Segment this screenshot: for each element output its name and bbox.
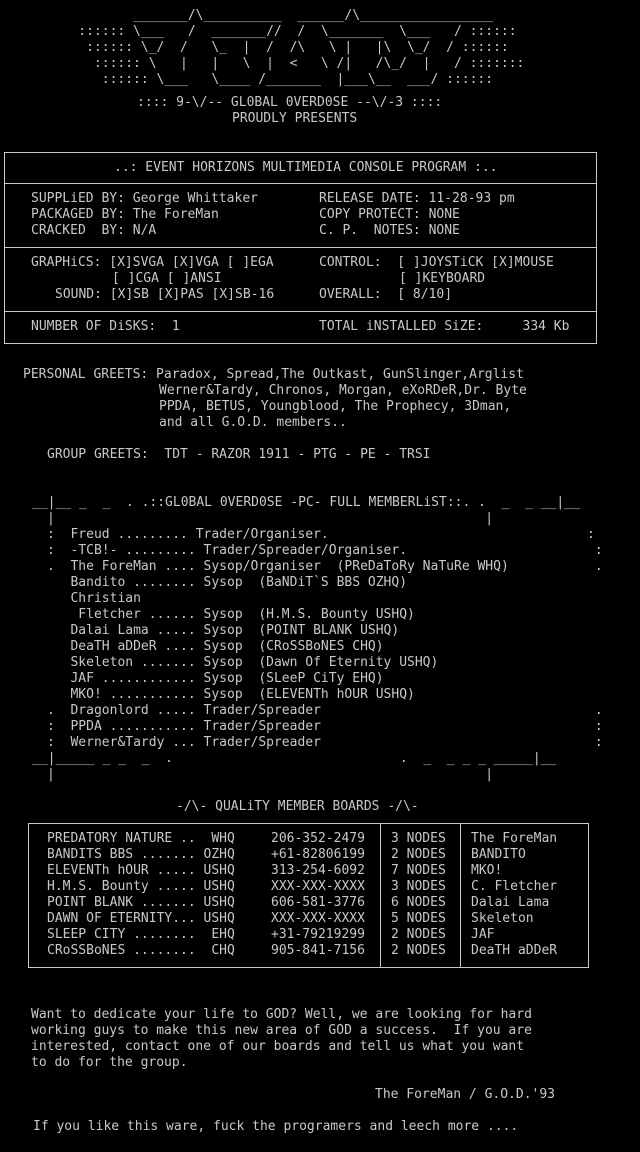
logo-art: _______/\__________ ______/\_________________ :::::: \___ / _______// / \_______ \___ / :::::: :::::: \_/ / \_ | / /\ \ | |\ \_/ / :::::: :::::: \ | | \ | < \ /| /\_/ | / ::::::: :::::: \___ \____ /_______ |___\__ ___/ ::::::	[78, 8, 525, 87]
member-row: : Werner&Tardy ... Trader/Spreader :	[47, 735, 603, 750]
recruit-line: Want to dedicate your life to GOD? Well, we are looking for hard	[31, 1007, 532, 1022]
board-nodes: 5 NODES	[391, 911, 446, 926]
board-sysop: JAF	[471, 927, 495, 942]
board-nodes: 2 NODES	[391, 927, 446, 942]
release-date: RELEASE DATE: 11-28-93 pm	[319, 191, 515, 206]
board-sysop: The ForeMan	[471, 831, 558, 846]
board-nodes: 7 NODES	[391, 863, 446, 878]
member-row: : -TCB!- ......... Trader/Spreader/Organiser. :	[47, 543, 603, 558]
memberlist-border: | |	[47, 767, 494, 782]
board-name: BANDITS BBS ....... OZHQ	[47, 847, 235, 862]
control-line: CONTROL: [ ]JOYSTiCK [X]MOUSE	[319, 255, 554, 270]
board-name: PREDATORY NATURE .. WHQ	[47, 831, 235, 846]
cp-notes: C. P. NOTES: NONE	[319, 223, 460, 238]
member-row: Christian	[47, 591, 141, 606]
board-name: ELEVENTh hOUR ..... USHQ	[47, 863, 235, 878]
boards-title: -/\- QUALiTY MEMBER BOARDS -/\-	[176, 799, 419, 814]
group-line: :::: 9-\/-- GL0BAL 0VERD0SE --\/-3 ::::	[137, 95, 443, 110]
installed-size: TOTAL iNSTALLED SiZE: 334 Kb	[319, 319, 570, 334]
board-sysop: DeaTH aDDeR	[471, 943, 558, 958]
board-sysop: C. Fletcher	[471, 879, 558, 894]
member-row: Bandito ........ Sysop (BaNDiT`S BBS OZHQ)	[47, 575, 408, 590]
board-nodes: 3 NODES	[391, 879, 446, 894]
board-nodes: 3 NODES	[391, 831, 446, 846]
board-name: DAWN OF ETERNITY... USHQ	[47, 911, 235, 926]
graphics-line: GRAPHiCS: [X]SVGA [X]VGA [ ]EGA	[31, 255, 274, 270]
board-name: CRoSSBoNES ........ CHQ	[47, 943, 235, 958]
board-nodes: 6 NODES	[391, 895, 446, 910]
member-row: . Dragonlord ..... Trader/Spreader .	[47, 703, 603, 718]
member-row: Dalai Lama ..... Sysop (POINT BLANK USHQ)	[47, 623, 400, 638]
member-row: . The ForeMan .... Sysop/Organiser (PReDaToRy NaTuRe WHQ) .	[47, 559, 603, 574]
member-row: : Freud ......... Trader/Organiser. :	[47, 527, 595, 542]
board-name: H.M.S. Bounty ..... USHQ	[47, 879, 235, 894]
personal-greets: PERSONAL GREETS: Paradox, Spread,The Outkast, GunSlinger,Arglist	[23, 367, 524, 382]
board-sysop: Skeleton	[471, 911, 534, 926]
program-title: ..: EVENT HORIZONS MULTIMEDIA CONSOLE PROGRAM :..	[114, 160, 498, 175]
personal-greets-4: and all G.O.D. members..	[159, 415, 347, 430]
board-phone: XXX-XXX-XXXX	[271, 879, 365, 894]
member-row: MKO! ........... Sysop (ELEVENTh hOUR USHQ)	[47, 687, 415, 702]
memberlist-border: | |	[47, 511, 494, 526]
divider	[4, 247, 597, 248]
board-sysop: MKO!	[471, 863, 503, 878]
divider	[4, 183, 597, 184]
overall-line: OVERALL: [ 8/10]	[319, 287, 453, 302]
supplied-by: SUPPLiED BY: George Whittaker	[31, 191, 258, 206]
board-phone: 206-352-2479	[271, 831, 365, 846]
signature: The ForeMan / G.O.D.'93	[375, 1087, 556, 1102]
board-phone: 606-581-3776	[271, 895, 365, 910]
board-sysop: BANDITO	[471, 847, 526, 862]
recruit-line: interested, contact one of our boards and tell us what you want	[31, 1039, 525, 1054]
cracked-by: CRACKED BY: N/A	[31, 223, 157, 238]
board-phone: 313-254-6092	[271, 863, 365, 878]
member-row: : PPDA ........... Trader/Spreader :	[47, 719, 603, 734]
member-row: DeaTH aDDeR .... Sysop (CRoSSBoNES CHQ)	[47, 639, 384, 654]
board-name: SLEEP CITY ........ EHQ	[47, 927, 235, 942]
column-divider	[460, 823, 461, 968]
board-phone: +61-82806199	[271, 847, 365, 862]
member-row: JAF ............ Sysop (SLeeP CiTy EHQ)	[47, 671, 384, 686]
column-divider	[380, 823, 381, 968]
board-name: POINT BLANK ....... USHQ	[47, 895, 235, 910]
divider	[4, 311, 597, 312]
member-row: Fletcher ...... Sysop (H.M.S. Bounty USHQ)	[47, 607, 415, 622]
memberlist-title: __|__ _ _ . .::GL0BAL 0VERD0SE -PC- FULL MEMBERLiST::. . _ _ __|__	[32, 495, 580, 510]
sound-line: SOUND: [X]SB [X]PAS [X]SB-16	[55, 287, 275, 302]
member-row: Skeleton ....... Sysop (Dawn Of Eternity USHQ)	[47, 655, 439, 670]
info-box	[4, 152, 597, 344]
group-greets: GROUP GREETS: TDT - RAZOR 1911 - PTG - PE - TRSI	[47, 447, 431, 462]
disk-count: NUMBER OF DiSKS: 1	[31, 319, 180, 334]
board-phone: 905-841-7156	[271, 943, 365, 958]
footer-text: If you like this ware, fuck the programers and leech more ....	[33, 1119, 519, 1134]
presents-text: PROUDLY PRESENTS	[232, 111, 358, 126]
recruit-line: to do for the group.	[31, 1055, 188, 1070]
control-line-2: [ ]KEYBOARD	[399, 271, 486, 286]
copy-protect: COPY PROTECT: NONE	[319, 207, 460, 222]
board-nodes: 2 NODES	[391, 943, 446, 958]
recruit-line: working guys to make this new area of GOD a success. If you are	[31, 1023, 532, 1038]
board-phone: XXX-XXX-XXXX	[271, 911, 365, 926]
graphics-line-2: [ ]CGA [ ]ANSI	[112, 271, 222, 286]
personal-greets-2: Werner&Tardy, Chronos, Morgan, eXoRDeR,Dr. Byte	[159, 383, 527, 398]
personal-greets-3: PPDA, BETUS, Youngblood, The Prophecy, 3Dman,	[159, 399, 512, 414]
board-sysop: Dalai Lama	[471, 895, 550, 910]
memberlist-bottom: __|_____ _ _ _ . . _ _ _ _ _____|__	[32, 751, 557, 766]
board-phone: +31-79219299	[271, 927, 365, 942]
board-nodes: 2 NODES	[391, 847, 446, 862]
packaged-by: PACKAGED BY: The ForeMan	[31, 207, 219, 222]
